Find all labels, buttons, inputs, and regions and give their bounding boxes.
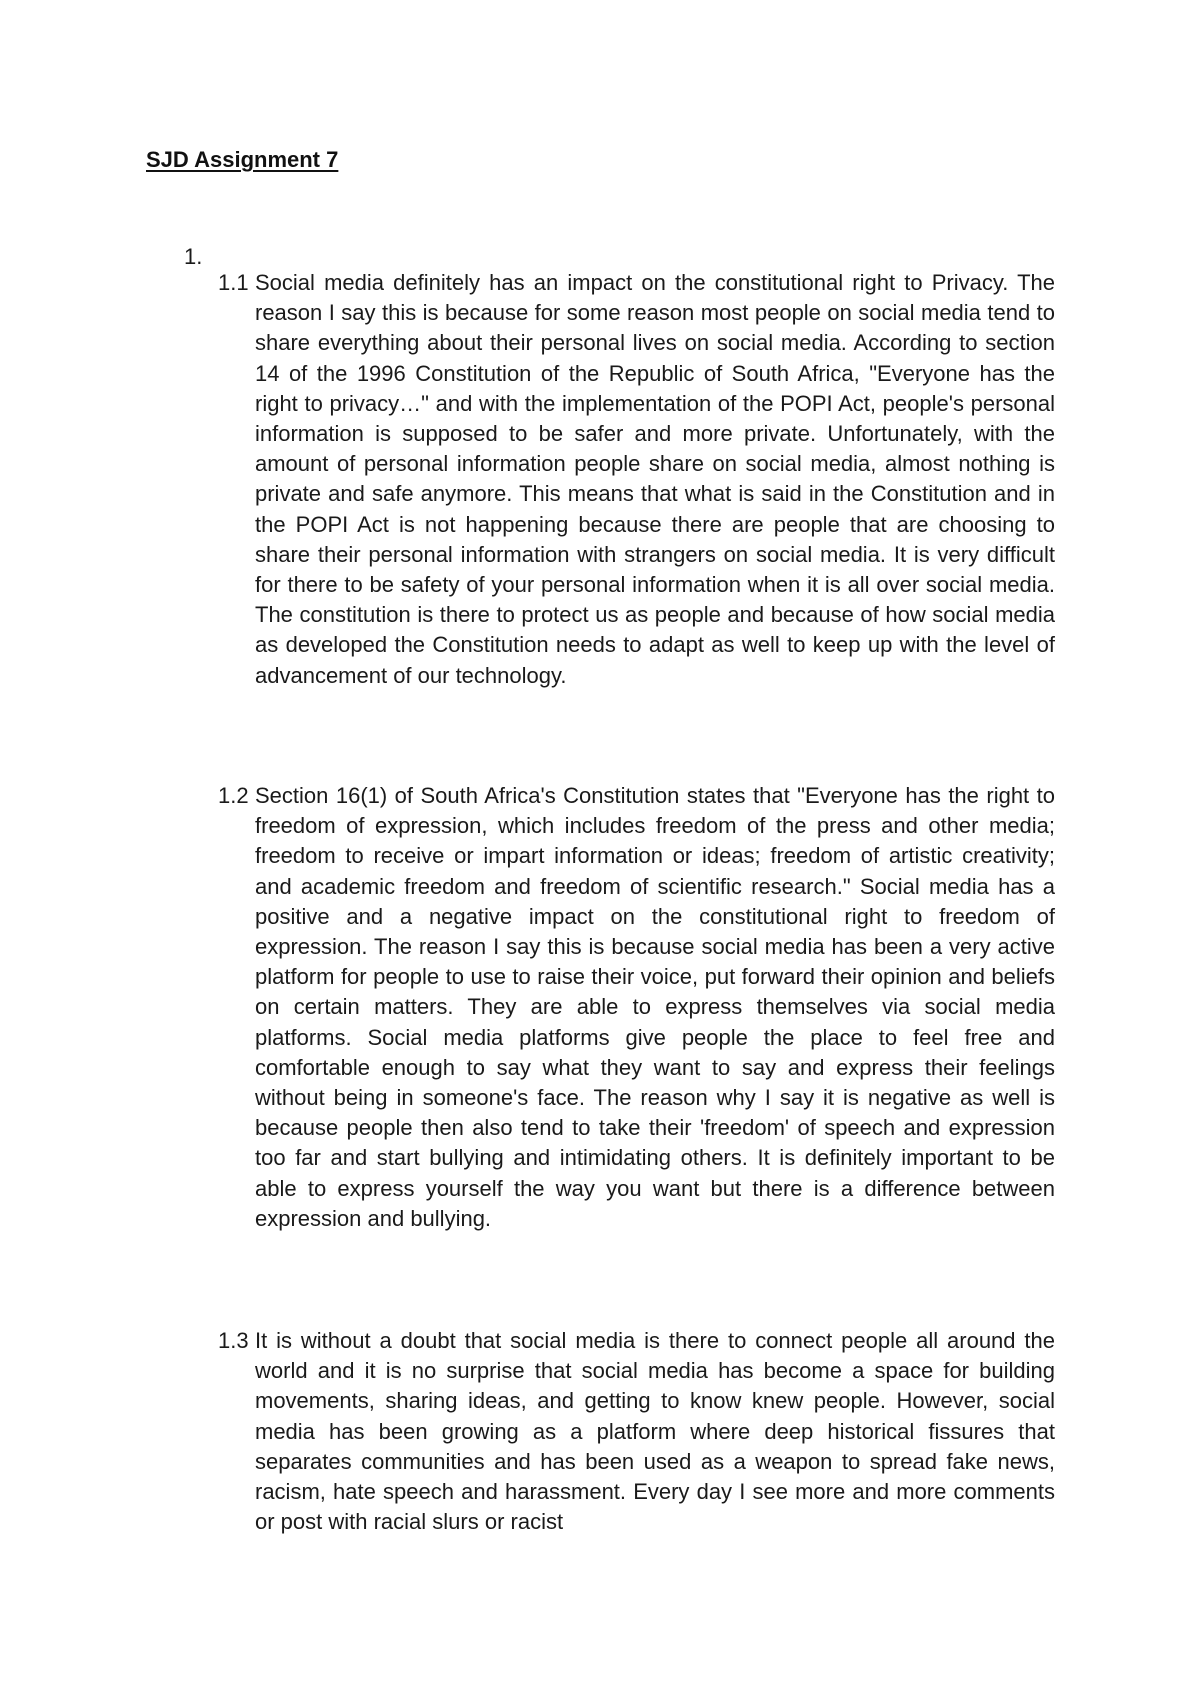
list-number: 1.: [184, 244, 203, 269]
item-number: 1.2: [218, 783, 249, 808]
list-item: [218, 781, 1058, 1234]
list-item: [218, 1326, 1058, 1537]
item-paragraph: It is without a doubt that social media is there to connect people all around the world and it is no surprise that social media has become a space for building movements, sharing ideas, and getting to know knew people. However, social media has been growing as a platform where deep historical fissures that separates communities and has been used as a weapon to spread fake news, racism, hate speech and harassment. Every day I see more and more comments or post with racial slurs or racist: [255, 1328, 1055, 1535]
list-item: [218, 268, 1058, 691]
page-title: SJD Assignment 7: [146, 147, 339, 172]
item-number: 1.1: [218, 270, 249, 295]
item-number: 1.3: [218, 1328, 249, 1353]
item-paragraph: Section 16(1) of South Africa's Constitution states that "Everyone has the right to freedom of expression, which includes freedom of the press and other media; freedom to receive or impart information or ideas; freedom of artistic creativity; and academic freedom and freedom of scientific research." Social media has a positive and a negative impact on the constitutional right to freedom of expression. The reason I say this is because social media has been a very active platform for people to use to raise their voice, put forward their opinion and beliefs on certain matters. They are able to express themselves via social media platforms. Social media platforms give people the place to feel free and comfortable enough to say what they want to say and express their feelings without being in someone's face. The reason why I say it is negative as well is because people then also tend to take their 'freedom' of speech and expression too far and start bullying and intimidating others. It is definitely important to be able to express yourself the way you want but there is a difference between expression and bullying.: [255, 783, 1055, 1231]
item-paragraph: Social media definitely has an impact on the constitutional right to Privacy. The reason I say this is because for some reason most people on social media tend to share everything about their personal lives on social media. According to section 14 of the 1996 Constitution of the Republic of South Africa, "Everyone has the right to privacy…" and with the implementation of the POPI Act, people's personal information is supposed to be safer and more private. Unfortunately, with the amount of personal information people share on social media, almost nothing is private and safe anymore. This means that what is said in the Constitution and in the POPI Act is not happening because there are people that are choosing to share their personal information with strangers on social media. It is very difficult for there to be safety of your personal information when it is all over social media. The constitution is there to protect us as people and because of how social media as developed the Constitution needs to adapt as well to keep up with the level of advancement of our technology.: [255, 270, 1055, 688]
